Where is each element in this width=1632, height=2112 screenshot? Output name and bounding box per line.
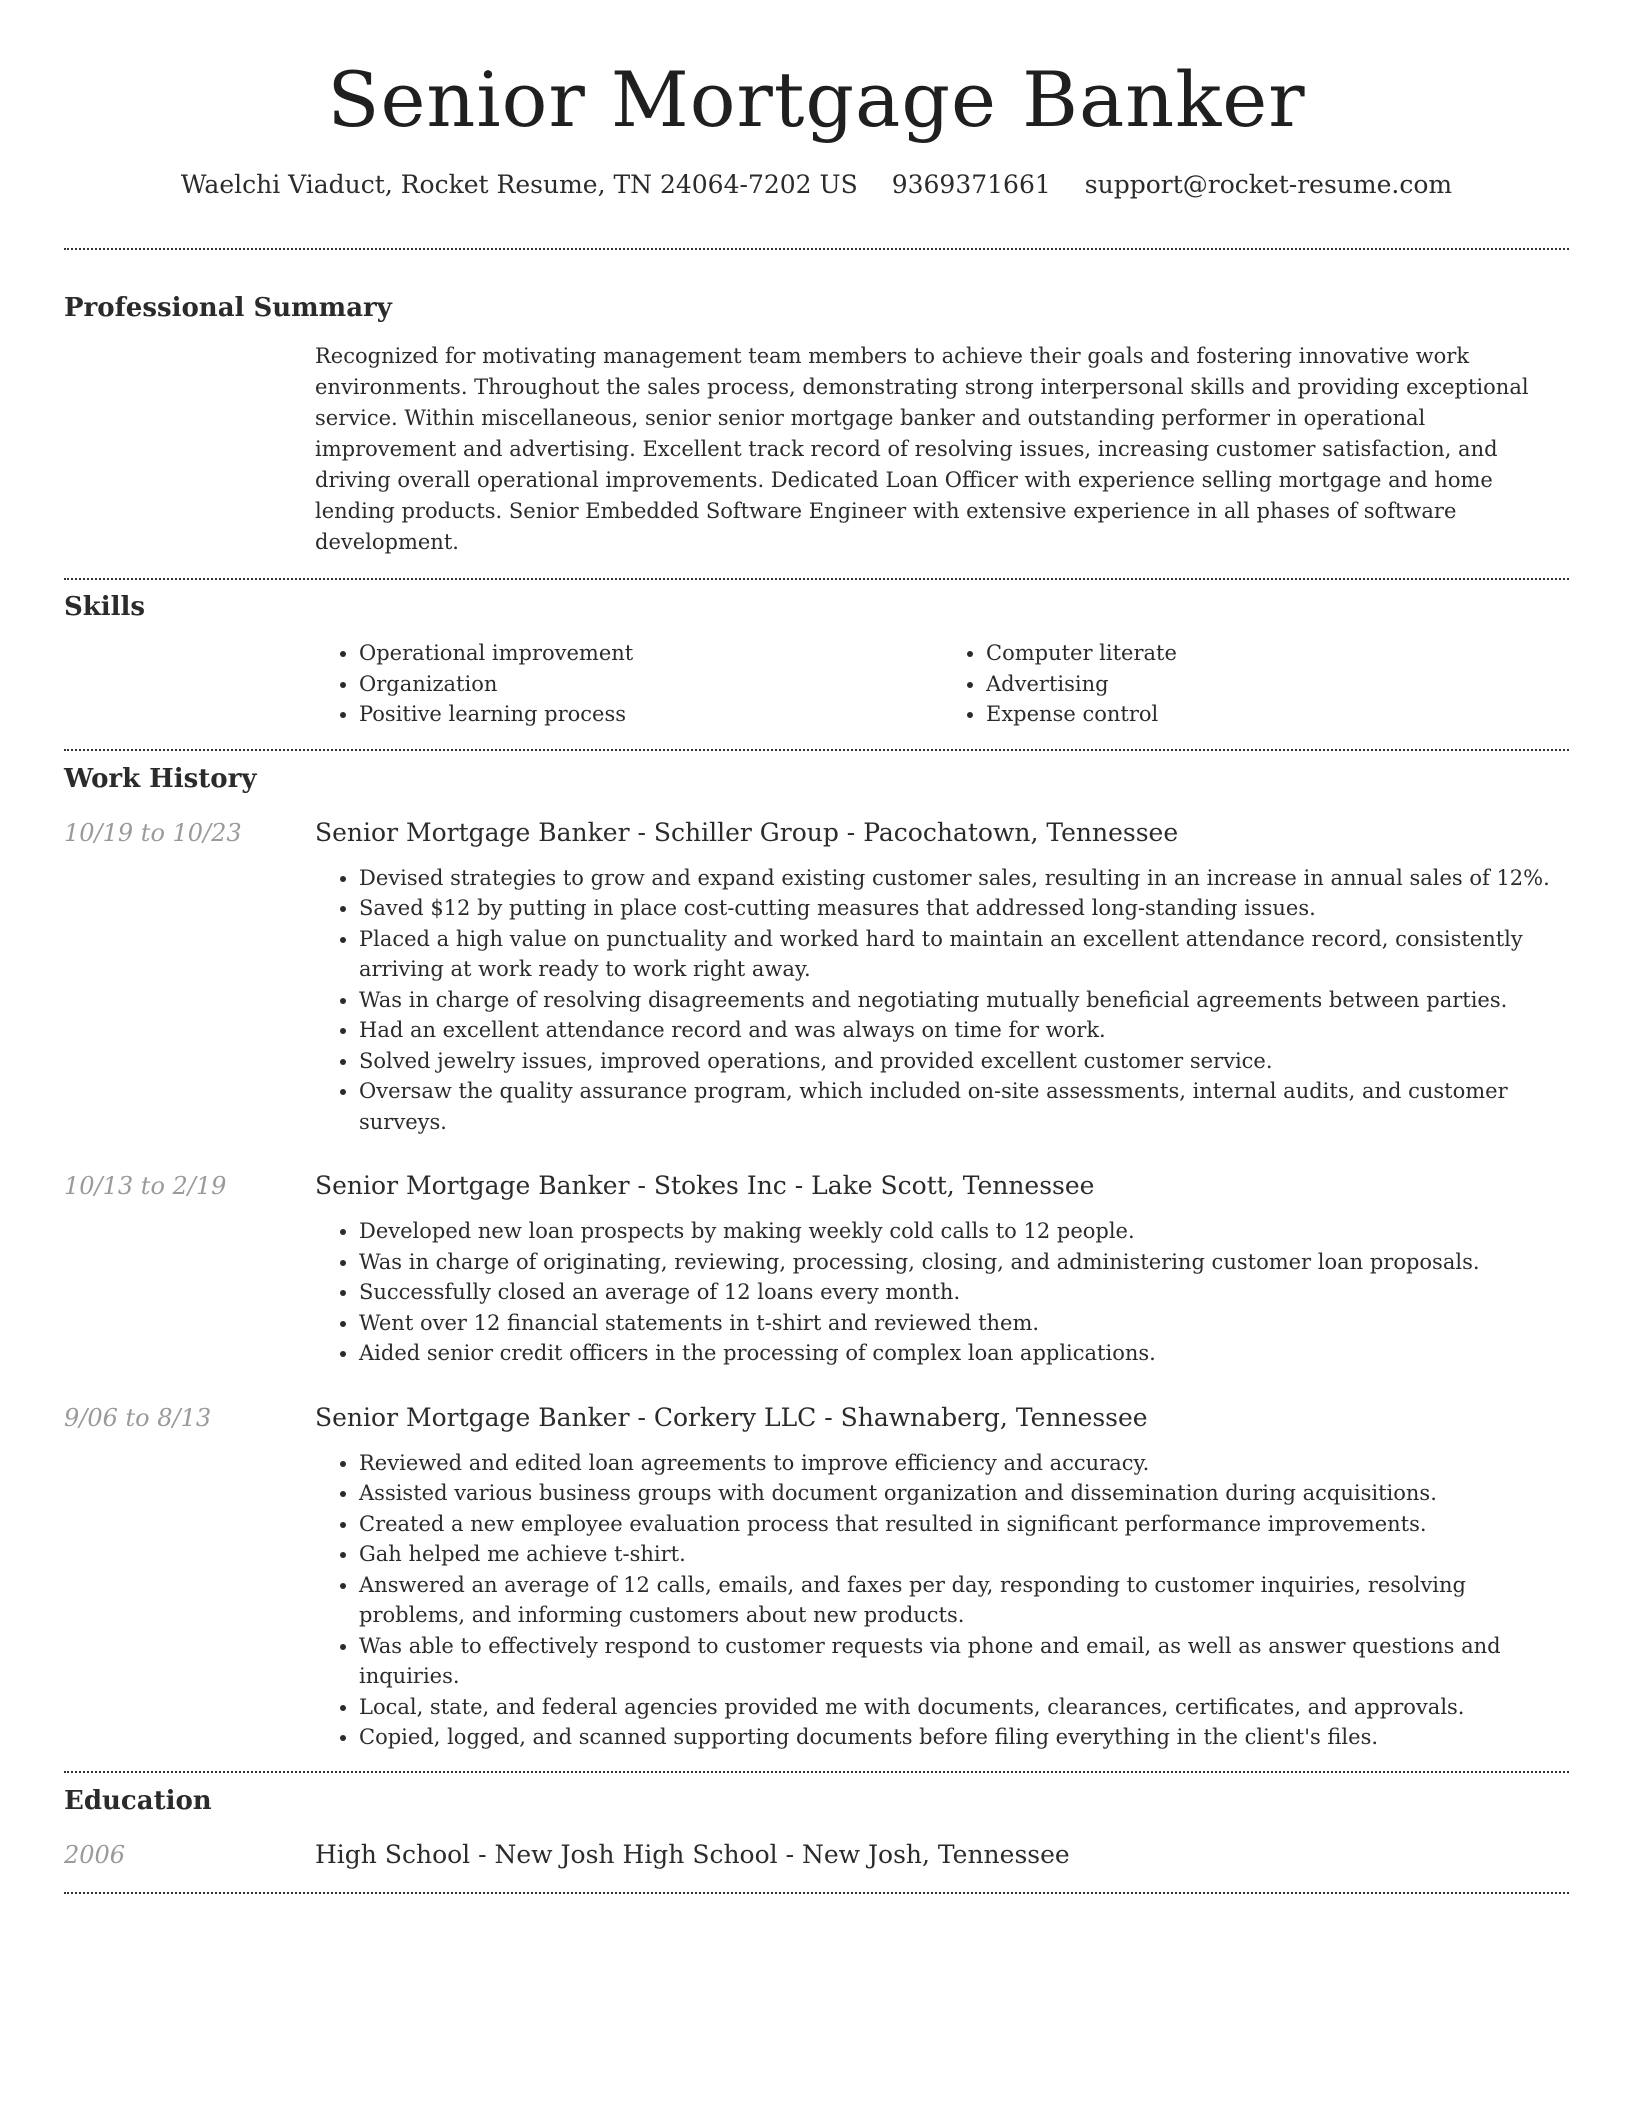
job-bullets-row (64, 863, 1569, 1138)
skills-heading: Skills (64, 592, 146, 622)
job-bullets (315, 863, 1569, 1138)
job-bullet: • Devised strategies to grow and expand existing customer sales, resulting in an increase in annual sales of 12%. (359, 863, 1569, 894)
job-bullets (315, 1216, 1569, 1369)
job-bullet: • Saved $12 by putting in place cost-cutting measures that addressed long-standing issues. (359, 893, 1569, 924)
job-entry (64, 816, 1569, 850)
education-heading-line: High School - New Josh High School - New Josh, Tennessee (315, 1839, 1070, 1869)
job-bullets-row (64, 1448, 1569, 1753)
divider (64, 248, 1569, 250)
job-bullet: • Local, state, and federal agencies provided me with documents, clearances, certificates, and approvals. (359, 1692, 1569, 1723)
job-heading: Senior Mortgage Banker - Schiller Group - Pacochatown, Tennessee (315, 817, 1179, 847)
skills-section (64, 638, 1569, 730)
job-bullet: • Assisted various business groups with document organization and dissemination during acquisitions. (359, 1478, 1569, 1509)
job-bullet: • Was in charge of originating, reviewing, processing, closing, and administering customer loan proposals. (359, 1247, 1569, 1278)
job-bullet: • Solved jewelry issues, improved operations, and provided excellent customer service. (359, 1046, 1569, 1077)
job-bullet: • Answered an average of 12 calls, emails, and faxes per day, responding to customer inquiries, resolving problems, and informing customers about new products. (359, 1570, 1569, 1631)
job-bullet: • Gah helped me achieve t-shirt. (359, 1539, 1569, 1570)
job-date: 10/19 to 10/23 (64, 818, 242, 847)
job-bullet: • Successfully closed an average of 12 loans every month. (359, 1277, 1569, 1308)
job-entry (64, 1401, 1569, 1435)
divider (64, 578, 1569, 580)
job-bullet: • Had an excellent attendance record and was always on time for work. (359, 1015, 1569, 1046)
job-bullet: • Created a new employee evaluation process that resulted in significant performance improvements. (359, 1509, 1569, 1540)
job-bullet: • Was able to effectively respond to customer requests via phone and email, as well as answer questions and inquiries. (359, 1631, 1569, 1692)
skill-item: • Computer literate (986, 638, 1569, 669)
job-bullets-row (64, 1216, 1569, 1369)
contact-email: support@rocket-resume.com (1084, 170, 1453, 199)
work-heading: Work History (64, 763, 257, 794)
skills-list-right (942, 638, 1569, 730)
job-bullet: • Reviewed and edited loan agreements to improve efficiency and accuracy. (359, 1448, 1569, 1479)
contact-line (64, 168, 1569, 202)
contact-address: Waelchi Viaduct, Rocket Resume, TN 24064-7202 US (180, 170, 858, 199)
job-bullet: • Aided senior credit officers in the processing of complex loan applications. (359, 1338, 1569, 1369)
skill-item: • Operational improvement (359, 638, 942, 669)
job-bullet: • Placed a high value on punctuality and worked hard to maintain an excellent attendance record, consistently arriving at work ready to work right away. (359, 924, 1569, 985)
job-date: 10/13 to 2/19 (64, 1172, 227, 1200)
summary-section (64, 341, 1569, 558)
skill-item: • Advertising (986, 669, 1569, 700)
resume-name: Senior Mortgage Banker (327, 55, 1306, 144)
divider (64, 1892, 1569, 1894)
summary-text: Recognized for motivating management team members to achieve their goals and fostering innovative work environments. Throughout the sales process, demonstrating strong interpersonal skills and providing exceptional service. Within miscellaneous, senior senior mortgage banker and outstanding performer in operational improvement and advertising. Excellent track record of resolving issues, increasing customer satisfaction, and driving overall operational improvements. Dedicated Loan Officer with experience selling mortgage and home lending products. Senior Embedded Software Engineer with extensive experience in all phases of software development. (315, 344, 1529, 554)
job-date: 9/06 to 8/13 (64, 1403, 212, 1432)
job-heading: Senior Mortgage Banker - Stokes Inc - Lake Scott, Tennessee (315, 1171, 1095, 1200)
job-bullets (315, 1448, 1569, 1753)
contact-phone: 9369371661 (891, 170, 1051, 199)
job-bullet: • Went over 12 financial statements in t-shirt and reviewed them. (359, 1308, 1569, 1339)
divider (64, 1771, 1569, 1773)
skill-item: • Organization (359, 669, 942, 700)
education-heading: Education (64, 1785, 212, 1816)
skills-list-left (315, 638, 942, 730)
job-heading: Senior Mortgage Banker - Corkery LLC - Shawnaberg, Tennessee (315, 1402, 1148, 1432)
job-bullet: • Oversaw the quality assurance program, which included on-site assessments, internal audits, and customer surveys. (359, 1076, 1569, 1137)
divider (64, 749, 1569, 751)
education-entry (64, 1838, 1569, 1872)
education-date: 2006 (64, 1840, 126, 1869)
skill-item: • Positive learning process (359, 699, 942, 730)
job-bullet: • Copied, logged, and scanned supporting documents before filing everything in the client's files. (359, 1722, 1569, 1753)
job-entry (64, 1169, 1569, 1203)
job-bullet: • Was in charge of resolving disagreements and negotiating mutually beneficial agreements between parties. (359, 985, 1569, 1016)
summary-heading: Professional Summary (64, 293, 392, 323)
job-bullet: • Developed new loan prospects by making weekly cold calls to 12 people. (359, 1216, 1569, 1247)
skill-item: • Expense control (986, 699, 1569, 730)
